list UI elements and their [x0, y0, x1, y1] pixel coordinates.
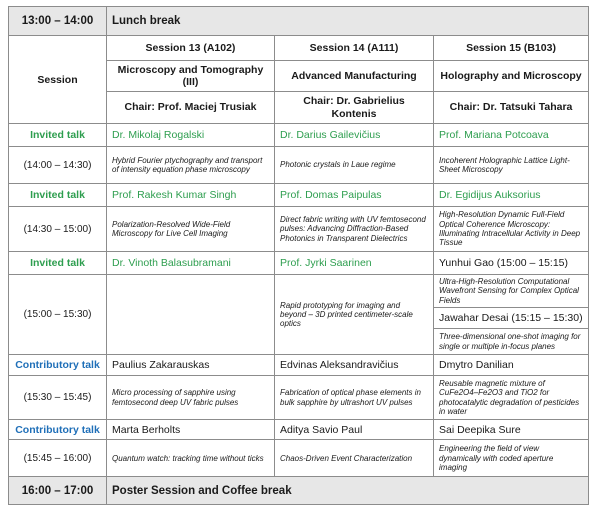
speaker-name: Dmytro Danilian: [434, 355, 589, 376]
speaker-name: Edvinas Aleksandravičius: [275, 355, 434, 376]
talk-title: Engineering the field of view dynamically with coded aperture imaging: [434, 440, 589, 477]
speaker-name: Aditya Savio Paul: [275, 420, 434, 440]
session-14-chair: Chair: Dr. Gabrielius Kontenis: [275, 92, 434, 124]
talk-detail-row: [9, 376, 589, 420]
speaker-name: Dr. Egidijus Auksorius: [434, 184, 589, 207]
speaker-name: Prof. Rakesh Kumar Singh: [107, 184, 275, 207]
talk-type: Invited talk: [9, 252, 107, 275]
empty-cell: [107, 275, 275, 355]
talk-title: Ultra-High-Resolution Computational Wavefront Sensing for Complex Optical Fields: [434, 275, 589, 308]
speaker-name: Prof. Domas Paipulas: [275, 184, 434, 207]
schedule: [8, 6, 589, 505]
session-14-topic: Advanced Manufacturing: [275, 61, 434, 92]
session-14-title: Session 14 (A111): [275, 36, 434, 61]
talk-title: Chaos-Driven Event Characterization: [275, 440, 434, 477]
lunch-time: 13:00 – 14:00: [9, 7, 107, 36]
talk-type: Invited talk: [9, 124, 107, 147]
talk-title: Photonic crystals in Laue regime: [275, 147, 434, 184]
talk-title: Incoherent Holographic Lattice Light-Sheet Microscopy: [434, 147, 589, 184]
talk-title: Three-dimensional one-shot imaging for single or multiple in-focus planes: [434, 329, 589, 355]
talk-type: Contributory talk: [9, 355, 107, 376]
talk-time: (14:00 – 14:30): [9, 147, 107, 184]
speaker-name: Marta Berholts: [107, 420, 275, 440]
session-13-chair: Chair: Prof. Maciej Trusiak: [107, 92, 275, 124]
talk-type: Invited talk: [9, 184, 107, 207]
talk-title: Hybrid Fourier ptychography and transport of intensity equation phase microscopy: [107, 147, 275, 184]
talk-title: Direct fabric writing with UV femtosecond pulses: Advancing Diffraction-Based Photonics in Transparent Dielectrics: [275, 207, 434, 252]
talk-title: Micro processing of sapphire using femtosecond deep UV fabric pulses: [107, 376, 275, 420]
session-13-topic: Microscopy and Tomography (III): [107, 61, 275, 92]
poster-row: [9, 477, 589, 505]
speaker-name: Yunhui Gao (15:00 – 15:15): [434, 252, 589, 275]
poster-label: Poster Session and Coffee break: [107, 477, 589, 505]
lunch-label: Lunch break: [107, 7, 589, 36]
talk-detail-row: [9, 147, 589, 184]
session-15-chair: Chair: Dr. Tatsuki Tahara: [434, 92, 589, 124]
speaker-name: Prof. Jyrki Saarinen: [275, 252, 434, 275]
talk-time: (15:30 – 15:45): [9, 376, 107, 420]
talk-type: Contributory talk: [9, 420, 107, 440]
session-label: Session: [9, 36, 107, 124]
talk-row: [9, 355, 589, 376]
talk-row: [9, 420, 589, 440]
talk-title: High-Resolution Dynamic Full-Field Optical Coherence Microscopy: Illuminating Intracellular Activity in Deep Tissue: [434, 207, 589, 252]
talk-title: Polarization-Resolved Wide-Field Microscopy for Live Cell Imaging: [107, 207, 275, 252]
talk-time: (15:45 – 16:00): [9, 440, 107, 477]
talk-time: (14:30 – 15:00): [9, 207, 107, 252]
talk-detail-row: [9, 207, 589, 252]
session-15-topic: Holography and Microscopy: [434, 61, 589, 92]
talk-title: Fabrication of optical phase elements in bulk sapphire by ultrashort UV pulses: [275, 376, 434, 420]
poster-time: 16:00 – 17:00: [9, 477, 107, 505]
talk-title: Reusable magnetic mixture of CuFe2O4–Fe2O3 and TiO2 for photocatalytic degradation of pesticides in water: [434, 376, 589, 420]
speaker-name: Jawahar Desai (15:15 – 15:30): [434, 308, 589, 329]
talk-row: [9, 124, 589, 147]
session-title-row: [9, 36, 589, 61]
speaker-name: Sai Deepika Sure: [434, 420, 589, 440]
session-13-title: Session 13 (A102): [107, 36, 275, 61]
talk-detail-row: [9, 275, 589, 308]
speaker-name: Dr. Mikolaj Rogalski: [107, 124, 275, 147]
speaker-name: Dr. Vinoth Balasubramani: [107, 252, 275, 275]
talk-detail-row: [9, 440, 589, 477]
talk-time: (15:00 – 15:30): [9, 275, 107, 355]
talk-title: Rapid prototyping for imaging and beyond – 3D printed centimeter-scale optics: [275, 275, 434, 355]
session-15-title: Session 15 (B103): [434, 36, 589, 61]
speaker-name: Prof. Mariana Potcoava: [434, 124, 589, 147]
lunch-row: [9, 7, 589, 36]
talk-row: [9, 252, 589, 275]
schedule-table: [8, 6, 589, 505]
talk-row: [9, 184, 589, 207]
talk-title: Quantum watch: tracking time without ticks: [107, 440, 275, 477]
speaker-name: Dr. Darius Gailevičius: [275, 124, 434, 147]
speaker-name: Paulius Zakarauskas: [107, 355, 275, 376]
